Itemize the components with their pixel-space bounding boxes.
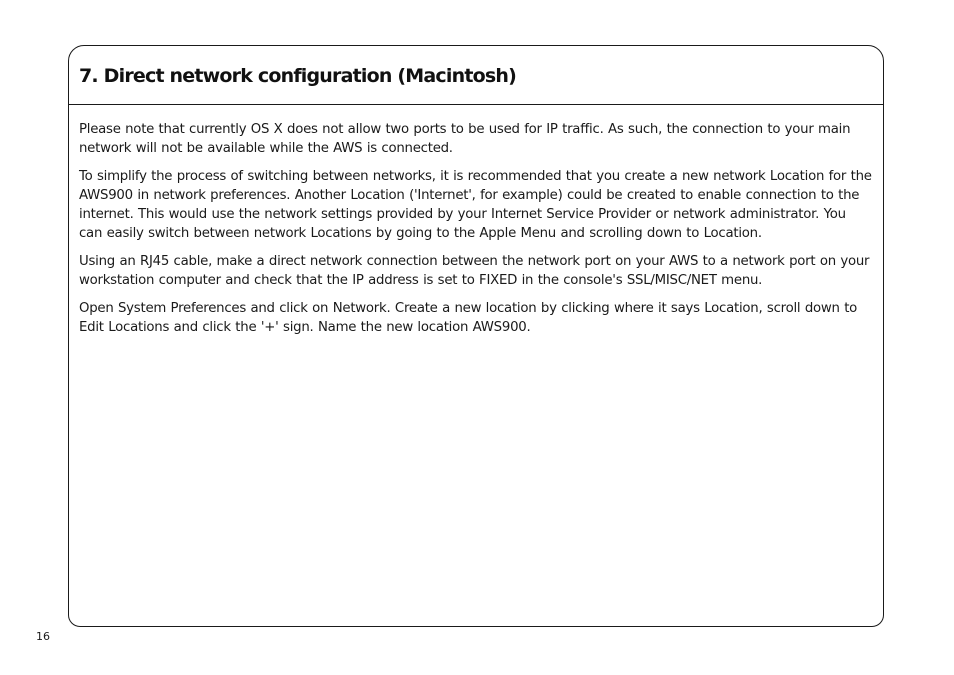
content-frame [68, 45, 884, 627]
section-title: 7. Direct network configuration (Macintosh) [79, 65, 516, 87]
paragraph-system-preferences: Open System Preferences and click on Network. Create a new location by clicking where it says Location, scroll down to Edit Locations and click the '+' sign. Name the new location AWS900. [79, 301, 858, 335]
page-number: 16 [36, 630, 50, 643]
section-body [69, 105, 883, 337]
paragraph-ip-traffic-note: Please note that currently OS X does not allow two ports to be used for IP traffic. As such, the connection to your main network will not be available while the AWS is connected. [79, 122, 851, 156]
paragraph-rj45-connection: Using an RJ45 cable, make a direct network connection between the network port on your AWS to a network port on your workstation computer and check that the IP address is set to FIXED in the console's SSL/MISC/NET menu. [79, 254, 870, 288]
paragraph-network-location: To simplify the process of switching between networks, it is recommended that you create a new network Location for the AWS900 in network preferences. Another Location ('Internet', for example) could be created to enable connection to the internet. This would use the network settings provided by your Internet Service Provider or network administrator. You can easily switch between network Locations by going to the Apple Menu and scrolling down to Location. [79, 169, 872, 241]
section-header [69, 46, 883, 105]
